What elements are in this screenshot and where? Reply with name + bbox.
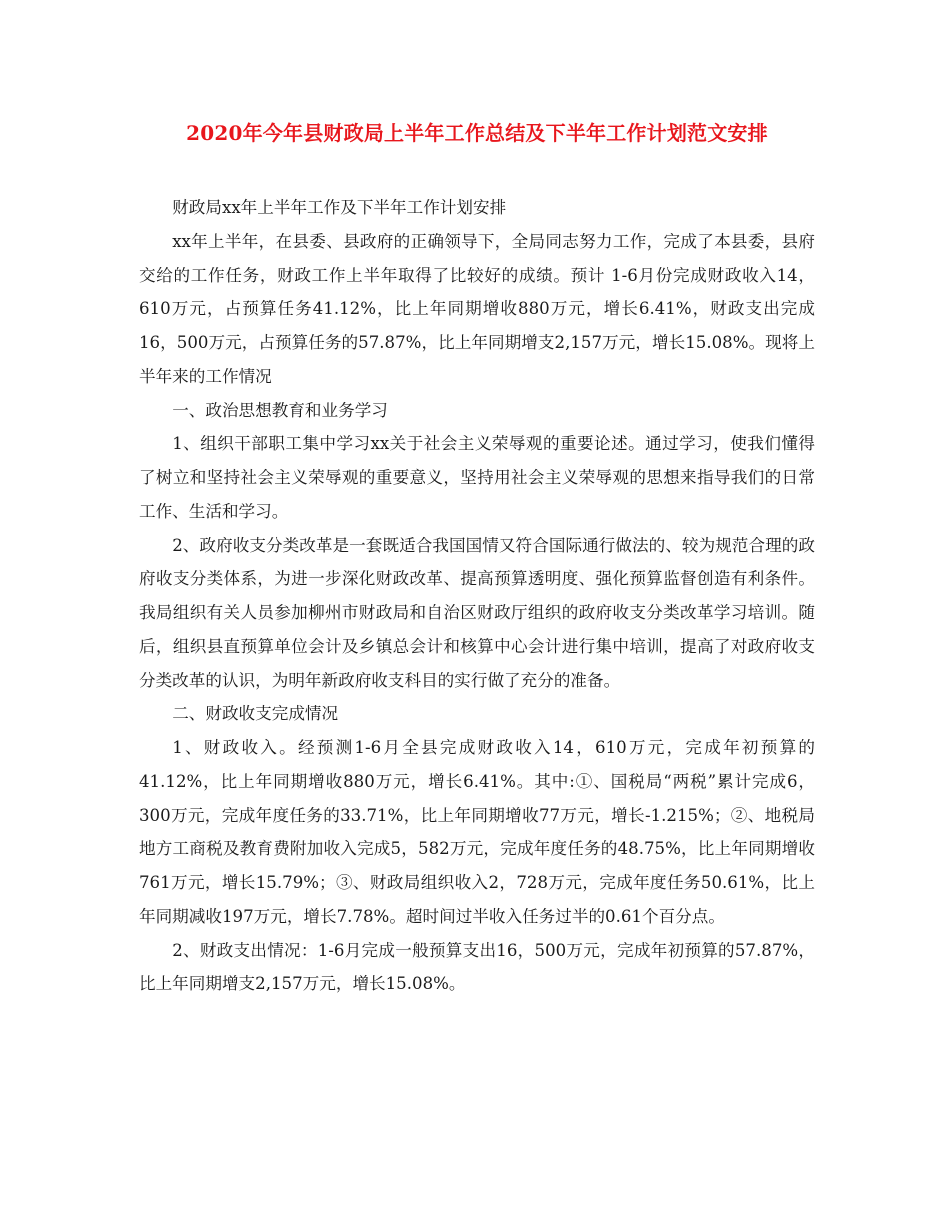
section-heading-political-education: 一、政治思想教育和业务学习 <box>172 400 388 420</box>
paragraph-subtitle: 财政局xx年上半年工作及下半年工作计划安排 <box>172 198 507 217</box>
document-body <box>139 191 815 1001</box>
document-title: 2020年今年县财政局上半年工作总结及下半年工作计划范文安排 <box>186 121 768 145</box>
section-heading-revenue-expenditure: 二、财政收支完成情况 <box>172 704 339 724</box>
paragraph-intro: xx年上半年，在县委、县政府的正确领导下，全局同志努力工作，完成了本县委，县府交给的工作任务，财政工作上半年取得了比较好的成绩。预计 1-6月份完成财政收入14，610万元，占预算任务41.12%，比上年同期增收880万元，增长6.41%，财政支出完成16，500万元，占预算任务的57.87%，比上年同期增支2,157万元，增长15.08%。现将上半年来的工作情况 <box>139 231 815 386</box>
paragraph-item-1-study: 1、组织干部职工集中学习xx关于社会主义荣辱观的重要论述。通过学习，使我们懂得了树立和坚持社会主义荣辱观的重要意义，坚持用社会主义荣辱观的思想来指导我们的日常工作、生活和学习。 <box>139 434 815 521</box>
paragraph-item-2-expenditure: 2、财政支出情况：1-6月完成一般预算支出16，500万元，完成年初预算的57.87%，比上年同期增支2,157万元，增长15.08%。 <box>139 940 815 994</box>
paragraph-item-1-revenue: 1、财政收入。经预测1-6月全县完成财政收入14，610万元，完成年初预算的41.12%，比上年同期增收880万元，增长6.41%。其中:①、国税局“两税”累计完成6，300万元，完成年度任务的33.71%，比上年同期增收77万元，增长-1.215%；②、地税局地方工商税及教育费附加收入完成5，582万元，完成年度任务的48.75%，比上年同期增收761万元，增长15.79%；③、财政局组织收入2，728万元，完成年度任务50.61%，比上年同期减收197万元，增长7.78%。超时间过半收入任务过半的0.61个百分点。 <box>139 738 815 926</box>
paragraph-item-2-reform: 2、政府收支分类改革是一套既适合我国国情又符合国际通行做法的、较为规范合理的政府收支分类体系，为进一步深化财政改革、提高预算透明度、强化预算监督创造有利条件。我局组织有关人员参加柳州市财政局和自治区财政厅组织的政府收支分类改革学习培训。随后，组织县直预算单位会计及乡镇总会计和核算中心会计进行集中培训，提高了对政府收支分类改革的认识，为明年新政府收支科目的实行做了充分的准备。 <box>139 535 815 690</box>
